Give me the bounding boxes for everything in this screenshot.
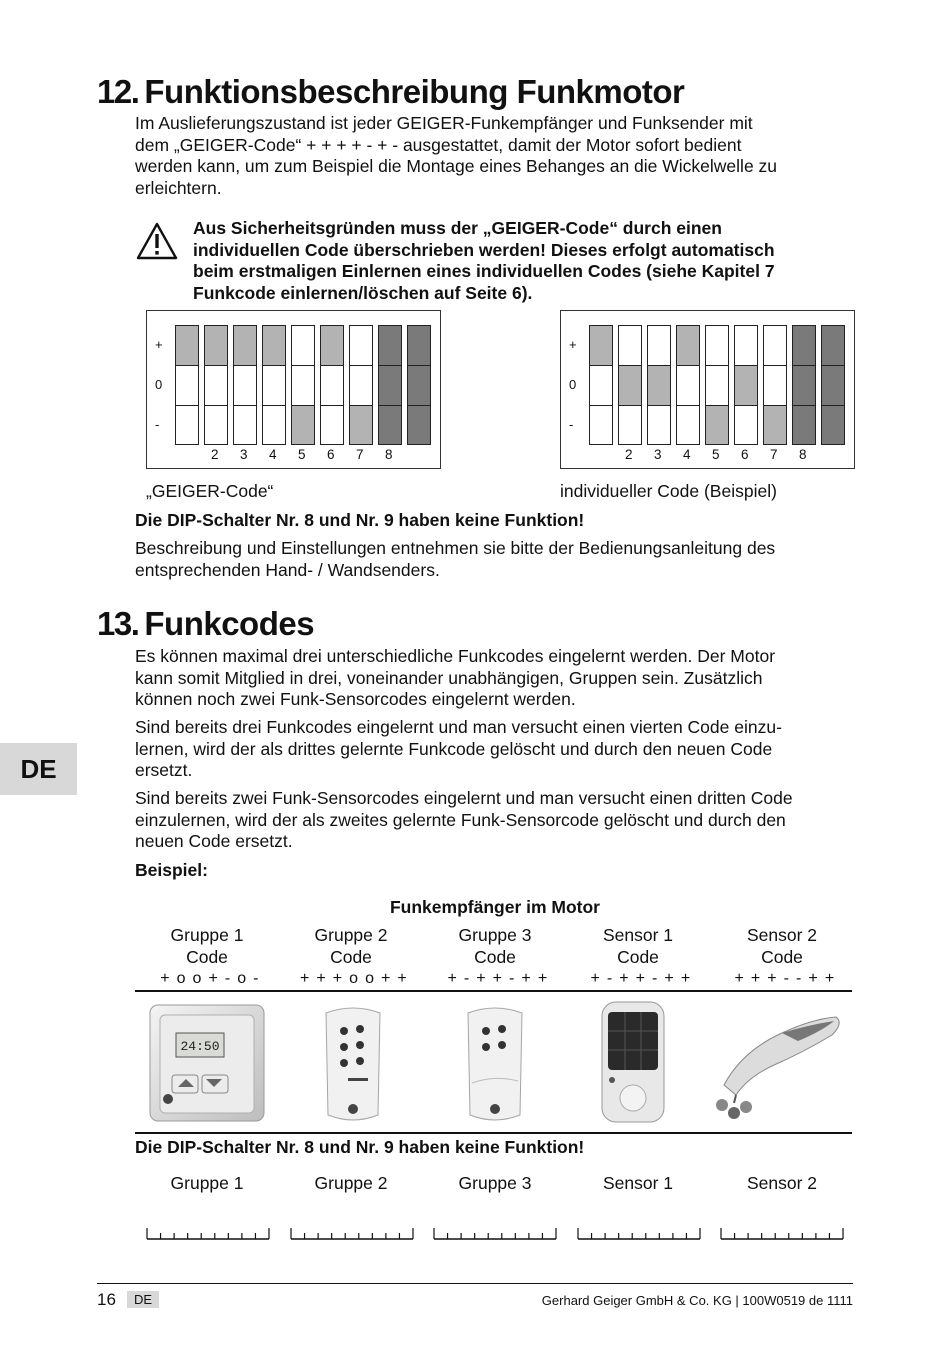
dip-switch-cell — [263, 326, 285, 365]
dip-switch — [204, 325, 228, 445]
dip-switch-cell — [292, 365, 314, 404]
column-code: + - + + - + + — [447, 970, 549, 987]
column-title — [425, 925, 565, 968]
language-tab: DE — [0, 743, 77, 795]
warning-icon — [136, 222, 178, 260]
dip-switch-cell — [822, 326, 844, 365]
dip-switch-cell — [176, 405, 198, 444]
dip-switch — [705, 325, 729, 445]
safety-warning — [193, 218, 843, 305]
dip-switch — [618, 325, 642, 445]
dip-switch — [792, 325, 816, 445]
dip-switch-cell — [793, 365, 815, 404]
text-line: Es können maximal drei unterschiedliche Funkcodes eingelernt werden. Der Motor — [135, 646, 776, 666]
dip-switch — [320, 325, 344, 445]
section-13-heading — [97, 605, 314, 643]
column-title — [281, 925, 421, 968]
bottom-label: Sensor 1 — [602, 1173, 674, 1193]
column-code: + + + - - + + — [734, 970, 836, 987]
dip-switch-cell — [321, 405, 343, 444]
column-sub: Code — [186, 946, 228, 967]
dip-number-label: 6 — [741, 447, 749, 462]
bottom-label: Gruppe 2 — [314, 1173, 388, 1193]
dip-switch-cell — [648, 365, 670, 404]
dip-switch-cell — [350, 405, 372, 444]
dip-number-label: 8 — [799, 447, 807, 462]
dip-switch-cell — [292, 405, 314, 444]
dip-switch-cell — [619, 405, 641, 444]
dip-switch — [233, 325, 257, 445]
dip-switch-cell — [793, 405, 815, 444]
intro-paragraph — [135, 113, 855, 200]
dip-switch-cell — [379, 326, 401, 365]
dip-number-label: 5 — [298, 447, 306, 462]
bottom-label: Gruppe 3 — [458, 1173, 532, 1193]
dip-number-label: 7 — [356, 447, 364, 462]
dip-switch-cell — [321, 365, 343, 404]
dip-switch-cell — [590, 365, 612, 404]
wall-timer-icon — [148, 1003, 268, 1125]
dip-blank-scale — [720, 1226, 844, 1240]
dip-switch-cell — [350, 365, 372, 404]
text-line: lernen, wird der als drittes gelernte Funkcode gelöscht und durch den neuen Code — [135, 738, 773, 759]
dip-sign-label: + — [155, 337, 163, 352]
section-number: 13. — [97, 605, 139, 642]
handheld-remote-small-icon — [460, 1003, 530, 1125]
paragraph-2 — [135, 717, 855, 782]
footer-company: Gerhard Geiger GmbH & Co. KG | 100W0519 de 1111 — [541, 1293, 853, 1308]
dip-switch-cell — [234, 405, 256, 444]
warning-line: Aus Sicherheitsgründen muss der „GEIGER-Code“ durch einen — [193, 218, 722, 238]
dip-number-label: 4 — [683, 447, 691, 462]
dip-sign-label: - — [155, 417, 160, 432]
dip-switch-cell — [764, 405, 786, 444]
warning-line: beim erstmaligen Einlernen eines individuellen Codes (siehe Kapitel 7 — [193, 261, 775, 282]
dip-switch — [175, 325, 199, 445]
section-number: 12. — [97, 73, 139, 110]
description-paragraph — [135, 538, 855, 581]
dip-switch-cell — [706, 405, 728, 444]
dip-switch — [291, 325, 315, 445]
bottom-label: Gruppe 1 — [170, 1173, 244, 1193]
dip-switch-cell — [677, 326, 699, 365]
text-line: erleichtern. — [135, 178, 222, 199]
dip-sign-label: + — [569, 337, 577, 352]
dip-switch — [647, 325, 671, 445]
dip-switch-cell — [321, 326, 343, 365]
dip-sign-label: - — [569, 417, 574, 432]
dip-switch-cell — [706, 365, 728, 404]
section-12-heading — [97, 73, 684, 111]
footer-language-badge: DE — [127, 1291, 159, 1308]
paragraph-1 — [135, 646, 855, 711]
dip-switch — [763, 325, 787, 445]
column-name: Gruppe 3 — [458, 925, 532, 945]
dip-switch — [734, 325, 758, 445]
dip-caption-geiger: „GEIGER-Code“ — [146, 481, 274, 501]
dip-number-label: 5 — [712, 447, 720, 462]
dip-switch-cell — [205, 326, 227, 365]
dip-sign-label: 0 — [569, 377, 577, 392]
column-sub: Code — [330, 946, 372, 967]
dip-switch-cell — [350, 326, 372, 365]
dip-switch — [262, 325, 286, 445]
dip-switch-cell — [735, 365, 757, 404]
dip-switch-geiger-code — [146, 310, 441, 469]
dip-number-label: 3 — [654, 447, 662, 462]
handheld-remote-icon — [318, 1003, 388, 1125]
column-name: Sensor 2 — [746, 925, 818, 945]
dip-switch-cell — [735, 326, 757, 365]
dip-switch — [378, 325, 402, 445]
footer-rule — [97, 1283, 853, 1284]
dip-blank-scale — [577, 1226, 701, 1240]
dip-number-label: 8 — [385, 447, 393, 462]
dip-blank-scale — [146, 1226, 270, 1240]
warning-line: Funkcode einlernen/löschen auf Seite 6). — [193, 283, 533, 304]
text-line: Beschreibung und Einstellungen entnehmen sie bitte der Bedienungsanleitung des — [135, 538, 776, 558]
svg-text:24:50: 24:50 — [180, 1039, 220, 1054]
dip-switch-cell — [793, 326, 815, 365]
dip-switch-cell — [764, 326, 786, 365]
dip-number-label: 7 — [770, 447, 778, 462]
column-name: Gruppe 1 — [170, 925, 244, 945]
dip-blank-scale — [290, 1226, 414, 1240]
dip-number-label: 4 — [269, 447, 277, 462]
dip-switch-cell — [648, 326, 670, 365]
column-sub: Code — [617, 946, 659, 967]
dip-switch-cell — [263, 365, 285, 404]
dip-number-label: 2 — [625, 447, 633, 462]
dip-switch-cell — [234, 365, 256, 404]
text-line: entsprechenden Hand- / Wandsenders. — [135, 559, 440, 580]
table-top-rule — [135, 990, 852, 992]
column-sub: Code — [474, 946, 516, 967]
dip-switch — [589, 325, 613, 445]
dip-switch-individual-code — [560, 310, 855, 469]
section-title: Funkcodes — [144, 605, 315, 642]
dip-note-2: Die DIP-Schalter Nr. 8 und Nr. 9 haben keine Funktion! — [135, 1137, 585, 1157]
dip-sign-label: 0 — [155, 377, 163, 392]
column-title — [137, 925, 277, 968]
example-label: Beispiel: — [135, 860, 208, 880]
dip-switch-cell — [590, 326, 612, 365]
dip-switch-cell — [619, 326, 641, 365]
dip-number-label: 6 — [327, 447, 335, 462]
bottom-label: Sensor 2 — [746, 1173, 818, 1193]
dip-switch-cell — [764, 365, 786, 404]
dip-switch-cell — [677, 405, 699, 444]
column-title — [712, 925, 852, 968]
dip-switch-cell — [619, 365, 641, 404]
column-name: Gruppe 2 — [314, 925, 388, 945]
text-line: können noch zwei Funk-Sensorcodes eingelernt werden. — [135, 689, 576, 710]
dip-switch-cell — [735, 405, 757, 444]
dip-switch-cell — [205, 365, 227, 404]
dip-switch-cell — [176, 326, 198, 365]
dip-switch-cell — [408, 365, 430, 404]
dip-switch-cell — [408, 326, 430, 365]
wind-sensor-icon — [712, 1003, 852, 1121]
dip-switch-cell — [205, 405, 227, 444]
dip-switch — [407, 325, 431, 445]
dip-switch-cell — [292, 326, 314, 365]
dip-switch-cell — [234, 326, 256, 365]
text-line: ersetzt. — [135, 760, 193, 781]
column-code: + o o + - o - — [160, 970, 260, 987]
text-line: kann somit Mitglied in drei, voneinander unabhängigen, Gruppen sein. Zusätzlich — [135, 667, 763, 688]
page-number: 16 — [97, 1290, 116, 1309]
dip-number-label: 2 — [211, 447, 219, 462]
warning-line: individuellen Code überschrieben werden! Dieses erfolgt automatisch — [193, 239, 775, 260]
text-line: einzulernen, wird der als zweites gelernte Funk-Sensorcode gelöscht und durch den — [135, 809, 786, 830]
dip-switch-cell — [822, 405, 844, 444]
text-line: Im Auslieferungszustand ist jeder GEIGER-Funkempfänger und Funksender mit — [135, 113, 753, 133]
dip-switch — [821, 325, 845, 445]
solar-sensor-icon — [598, 998, 668, 1126]
dip-switch-cell — [677, 365, 699, 404]
text-line: werden kann, um zum Beispiel die Montage eines Behanges an die Wickelwelle zu — [135, 156, 778, 177]
table-bottom-rule — [135, 1132, 852, 1134]
column-code: + - + + - + + — [590, 970, 692, 987]
column-sub: Code — [761, 946, 803, 967]
column-name: Sensor 1 — [602, 925, 674, 945]
dip-switch-cell — [822, 365, 844, 404]
text-line: neuen Code ersetzt. — [135, 831, 293, 852]
dip-blank-scale — [433, 1226, 557, 1240]
dip-switch-cell — [379, 405, 401, 444]
dip-switch-cell — [590, 405, 612, 444]
dip-switch-cell — [379, 365, 401, 404]
dip-switch-cell — [408, 405, 430, 444]
section-title: Funktionsbeschreibung Funkmotor — [144, 73, 685, 110]
dip-caption-individual: individueller Code (Beispiel) — [560, 481, 777, 501]
text-line: dem „GEIGER-Code“ + + + + - + - ausgestattet, damit der Motor sofort bedient — [135, 134, 742, 155]
dip-switch-cell — [706, 326, 728, 365]
receiver-title: Funkempfänger im Motor — [389, 897, 600, 917]
dip-switch-cell — [648, 405, 670, 444]
dip-switch-cell — [263, 405, 285, 444]
dip-switch-cell — [176, 365, 198, 404]
text-line: Sind bereits drei Funkcodes eingelernt und man versucht einen vierten Code einzu- — [135, 717, 782, 737]
paragraph-3 — [135, 788, 855, 853]
dip-switch — [349, 325, 373, 445]
dip-number-label: 3 — [240, 447, 248, 462]
dip-note: Die DIP-Schalter Nr. 8 und Nr. 9 haben keine Funktion! — [135, 510, 585, 530]
column-title — [568, 925, 708, 968]
column-code: + + + o o + + — [299, 970, 409, 987]
text-line: Sind bereits zwei Funk-Sensorcodes eingelernt und man versucht einen dritten Code — [135, 788, 793, 808]
dip-switch — [676, 325, 700, 445]
